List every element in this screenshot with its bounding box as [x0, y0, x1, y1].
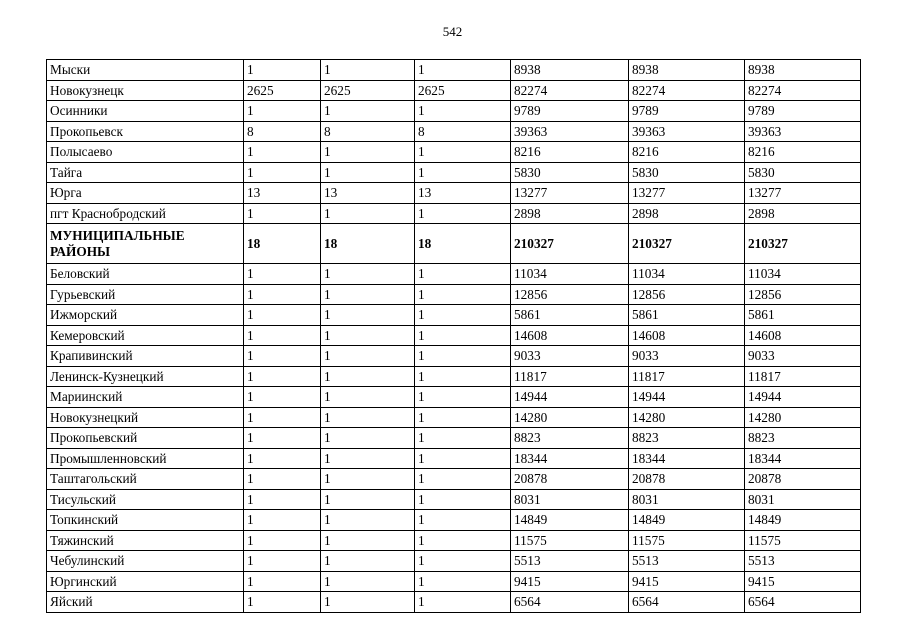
value-col-1-cell: 5830 [511, 162, 629, 183]
count-col-2-cell: 1 [321, 101, 415, 122]
count-col-1-cell: 1 [244, 428, 321, 449]
data-table [46, 59, 861, 613]
count-col-1-cell: 8 [244, 121, 321, 142]
municipality-name-cell: Новокузнецк [47, 80, 244, 101]
count-col-2-cell: 1 [321, 162, 415, 183]
count-col-1-cell: 1 [244, 592, 321, 613]
value-col-1-cell: 9789 [511, 101, 629, 122]
value-col-1-cell: 39363 [511, 121, 629, 142]
table-body [47, 60, 861, 613]
value-col-3-cell: 82274 [745, 80, 861, 101]
municipality-name-cell: Тайга [47, 162, 244, 183]
table-row [47, 305, 861, 326]
table-row [47, 407, 861, 428]
count-col-1-cell: 1 [244, 284, 321, 305]
count-col-3-cell: 1 [415, 469, 511, 490]
value-col-1-cell: 8031 [511, 489, 629, 510]
municipality-name-cell: МУНИЦИПАЛЬНЫЕ РАЙОНЫ [47, 224, 244, 264]
municipality-name-cell: Чебулинский [47, 551, 244, 572]
value-col-2-cell: 11034 [629, 264, 745, 285]
table-row [47, 387, 861, 408]
table-row [47, 489, 861, 510]
value-col-2-cell: 14280 [629, 407, 745, 428]
count-col-3-cell: 1 [415, 592, 511, 613]
count-col-1-cell: 1 [244, 346, 321, 367]
table-row [47, 60, 861, 81]
table-row [47, 592, 861, 613]
count-col-2-cell: 1 [321, 325, 415, 346]
value-col-1-cell: 210327 [511, 224, 629, 264]
value-col-2-cell: 8031 [629, 489, 745, 510]
value-col-1-cell: 8216 [511, 142, 629, 163]
municipality-name-cell: Тисульский [47, 489, 244, 510]
municipality-name-cell: Промышленновский [47, 448, 244, 469]
value-col-3-cell: 11034 [745, 264, 861, 285]
value-col-3-cell: 14608 [745, 325, 861, 346]
value-col-1-cell: 2898 [511, 203, 629, 224]
value-col-2-cell: 5861 [629, 305, 745, 326]
section-header-row [47, 224, 861, 264]
count-col-2-cell: 1 [321, 203, 415, 224]
count-col-1-cell: 1 [244, 305, 321, 326]
count-col-3-cell: 1 [415, 60, 511, 81]
count-col-3-cell: 1 [415, 407, 511, 428]
table-row [47, 101, 861, 122]
value-col-2-cell: 6564 [629, 592, 745, 613]
count-col-1-cell: 1 [244, 325, 321, 346]
count-col-1-cell: 1 [244, 551, 321, 572]
count-col-2-cell: 1 [321, 264, 415, 285]
value-col-2-cell: 8938 [629, 60, 745, 81]
count-col-2-cell: 1 [321, 489, 415, 510]
municipality-name-cell: Мариинский [47, 387, 244, 408]
value-col-3-cell: 11817 [745, 366, 861, 387]
count-col-3-cell: 2625 [415, 80, 511, 101]
table-row [47, 448, 861, 469]
count-col-1-cell: 1 [244, 60, 321, 81]
value-col-3-cell: 2898 [745, 203, 861, 224]
count-col-2-cell: 13 [321, 183, 415, 204]
count-col-2-cell: 2625 [321, 80, 415, 101]
value-col-1-cell: 14280 [511, 407, 629, 428]
count-col-3-cell: 1 [415, 203, 511, 224]
value-col-1-cell: 5861 [511, 305, 629, 326]
value-col-1-cell: 8938 [511, 60, 629, 81]
value-col-1-cell: 11034 [511, 264, 629, 285]
table-row [47, 325, 861, 346]
value-col-1-cell: 11575 [511, 530, 629, 551]
value-col-2-cell: 14944 [629, 387, 745, 408]
count-col-1-cell: 1 [244, 530, 321, 551]
count-col-2-cell: 8 [321, 121, 415, 142]
municipality-name-cell: Новокузнецкий [47, 407, 244, 428]
count-col-3-cell: 1 [415, 448, 511, 469]
municipality-name-cell: Прокопьевск [47, 121, 244, 142]
count-col-3-cell: 1 [415, 489, 511, 510]
table-row [47, 551, 861, 572]
count-col-2-cell: 1 [321, 571, 415, 592]
value-col-2-cell: 11575 [629, 530, 745, 551]
value-col-1-cell: 14849 [511, 510, 629, 531]
count-col-3-cell: 1 [415, 346, 511, 367]
municipality-name-cell: Топкинский [47, 510, 244, 531]
value-col-2-cell: 5513 [629, 551, 745, 572]
value-col-3-cell: 8216 [745, 142, 861, 163]
count-col-1-cell: 1 [244, 469, 321, 490]
value-col-3-cell: 5861 [745, 305, 861, 326]
municipality-name-cell: Ленинск-Кузнецкий [47, 366, 244, 387]
value-col-3-cell: 14280 [745, 407, 861, 428]
municipality-name-cell: Кемеровский [47, 325, 244, 346]
count-col-3-cell: 1 [415, 428, 511, 449]
municipality-name-cell: Гурьевский [47, 284, 244, 305]
value-col-2-cell: 9415 [629, 571, 745, 592]
value-col-2-cell: 82274 [629, 80, 745, 101]
count-col-1-cell: 13 [244, 183, 321, 204]
value-col-1-cell: 14608 [511, 325, 629, 346]
table-row [47, 264, 861, 285]
count-col-3-cell: 1 [415, 510, 511, 531]
municipality-name-cell: Крапивинский [47, 346, 244, 367]
municipality-name-cell: Юргинский [47, 571, 244, 592]
table-row [47, 571, 861, 592]
value-col-2-cell: 14608 [629, 325, 745, 346]
value-col-2-cell: 20878 [629, 469, 745, 490]
value-col-3-cell: 13277 [745, 183, 861, 204]
count-col-2-cell: 1 [321, 60, 415, 81]
value-col-3-cell: 8031 [745, 489, 861, 510]
count-col-1-cell: 1 [244, 162, 321, 183]
municipality-name-cell: Ижморский [47, 305, 244, 326]
count-col-3-cell: 1 [415, 142, 511, 163]
count-col-1-cell: 1 [244, 142, 321, 163]
count-col-1-cell: 1 [244, 387, 321, 408]
count-col-2-cell: 1 [321, 407, 415, 428]
count-col-1-cell: 1 [244, 101, 321, 122]
count-col-1-cell: 1 [244, 448, 321, 469]
count-col-2-cell: 1 [321, 530, 415, 551]
count-col-1-cell: 1 [244, 510, 321, 531]
table-row [47, 428, 861, 449]
count-col-2-cell: 1 [321, 469, 415, 490]
value-col-3-cell: 9033 [745, 346, 861, 367]
count-col-1-cell: 1 [244, 366, 321, 387]
value-col-3-cell: 8938 [745, 60, 861, 81]
table-row [47, 183, 861, 204]
value-col-3-cell: 39363 [745, 121, 861, 142]
count-col-2-cell: 1 [321, 592, 415, 613]
value-col-3-cell: 20878 [745, 469, 861, 490]
value-col-1-cell: 18344 [511, 448, 629, 469]
value-col-3-cell: 5513 [745, 551, 861, 572]
count-col-2-cell: 1 [321, 448, 415, 469]
municipality-name-cell: Прокопьевский [47, 428, 244, 449]
count-col-3-cell: 1 [415, 162, 511, 183]
value-col-2-cell: 18344 [629, 448, 745, 469]
value-col-3-cell: 11575 [745, 530, 861, 551]
value-col-1-cell: 8823 [511, 428, 629, 449]
count-col-3-cell: 1 [415, 571, 511, 592]
count-col-3-cell: 18 [415, 224, 511, 264]
value-col-1-cell: 82274 [511, 80, 629, 101]
count-col-2-cell: 1 [321, 428, 415, 449]
value-col-2-cell: 5830 [629, 162, 745, 183]
value-col-1-cell: 6564 [511, 592, 629, 613]
count-col-3-cell: 1 [415, 264, 511, 285]
count-col-1-cell: 18 [244, 224, 321, 264]
value-col-3-cell: 9415 [745, 571, 861, 592]
count-col-3-cell: 8 [415, 121, 511, 142]
count-col-1-cell: 1 [244, 407, 321, 428]
value-col-3-cell: 12856 [745, 284, 861, 305]
count-col-2-cell: 1 [321, 305, 415, 326]
municipality-name-cell: Юрга [47, 183, 244, 204]
municipality-name-cell: Яйский [47, 592, 244, 613]
value-col-2-cell: 210327 [629, 224, 745, 264]
value-col-1-cell: 9033 [511, 346, 629, 367]
table-row [47, 162, 861, 183]
table-row [47, 121, 861, 142]
value-col-2-cell: 11817 [629, 366, 745, 387]
value-col-3-cell: 8823 [745, 428, 861, 449]
value-col-1-cell: 11817 [511, 366, 629, 387]
count-col-2-cell: 1 [321, 551, 415, 572]
municipality-name-cell: Беловский [47, 264, 244, 285]
value-col-1-cell: 5513 [511, 551, 629, 572]
value-col-3-cell: 9789 [745, 101, 861, 122]
value-col-2-cell: 13277 [629, 183, 745, 204]
value-col-2-cell: 8216 [629, 142, 745, 163]
table-row [47, 203, 861, 224]
table-row [47, 510, 861, 531]
value-col-1-cell: 20878 [511, 469, 629, 490]
value-col-3-cell: 14849 [745, 510, 861, 531]
value-col-2-cell: 39363 [629, 121, 745, 142]
count-col-1-cell: 1 [244, 489, 321, 510]
count-col-3-cell: 13 [415, 183, 511, 204]
table-row [47, 142, 861, 163]
count-col-3-cell: 1 [415, 325, 511, 346]
count-col-2-cell: 1 [321, 387, 415, 408]
value-col-3-cell: 6564 [745, 592, 861, 613]
municipality-name-cell: Мыски [47, 60, 244, 81]
table-row [47, 284, 861, 305]
count-col-3-cell: 1 [415, 284, 511, 305]
value-col-1-cell: 9415 [511, 571, 629, 592]
count-col-2-cell: 1 [321, 284, 415, 305]
count-col-3-cell: 1 [415, 530, 511, 551]
count-col-1-cell: 2625 [244, 80, 321, 101]
value-col-3-cell: 18344 [745, 448, 861, 469]
table-row [47, 346, 861, 367]
value-col-2-cell: 14849 [629, 510, 745, 531]
value-col-2-cell: 9033 [629, 346, 745, 367]
table-row [47, 80, 861, 101]
municipality-name-cell: Таштагольский [47, 469, 244, 490]
value-col-2-cell: 8823 [629, 428, 745, 449]
count-col-2-cell: 1 [321, 142, 415, 163]
count-col-1-cell: 1 [244, 203, 321, 224]
value-col-3-cell: 14944 [745, 387, 861, 408]
value-col-3-cell: 210327 [745, 224, 861, 264]
value-col-3-cell: 5830 [745, 162, 861, 183]
municipality-name-cell: Полысаево [47, 142, 244, 163]
count-col-2-cell: 18 [321, 224, 415, 264]
municipality-name-cell: Осинники [47, 101, 244, 122]
count-col-1-cell: 1 [244, 264, 321, 285]
table-row [47, 366, 861, 387]
municipality-name-cell: пгт Краснобродский [47, 203, 244, 224]
count-col-3-cell: 1 [415, 305, 511, 326]
count-col-3-cell: 1 [415, 101, 511, 122]
table-row [47, 469, 861, 490]
municipality-name-cell: Тяжинский [47, 530, 244, 551]
value-col-1-cell: 13277 [511, 183, 629, 204]
count-col-1-cell: 1 [244, 571, 321, 592]
page-number: 542 [442, 24, 463, 39]
count-col-2-cell: 1 [321, 346, 415, 367]
value-col-2-cell: 9789 [629, 101, 745, 122]
value-col-2-cell: 2898 [629, 203, 745, 224]
count-col-2-cell: 1 [321, 510, 415, 531]
count-col-3-cell: 1 [415, 387, 511, 408]
value-col-1-cell: 12856 [511, 284, 629, 305]
value-col-2-cell: 12856 [629, 284, 745, 305]
count-col-3-cell: 1 [415, 366, 511, 387]
table-row [47, 530, 861, 551]
count-col-2-cell: 1 [321, 366, 415, 387]
value-col-1-cell: 14944 [511, 387, 629, 408]
count-col-3-cell: 1 [415, 551, 511, 572]
